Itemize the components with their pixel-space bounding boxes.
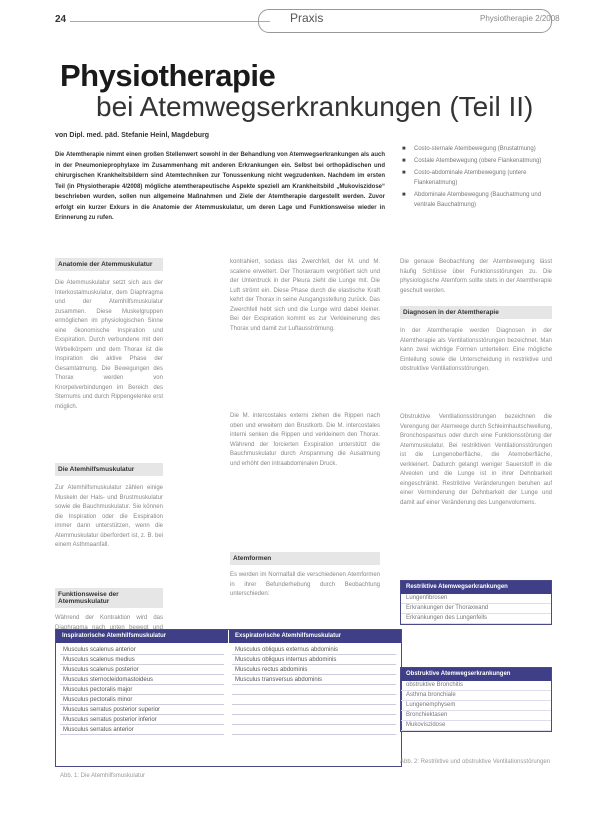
page-number: 24: [55, 14, 67, 25]
list-item: ■ Abdominale Atembewegung (Bauchatmung und ventrale Bauchatmung): [400, 190, 560, 210]
table-row: [232, 706, 396, 715]
list-item: ■ Costo-sternale Atembewegung (Brustatmung): [400, 144, 560, 154]
page-title: Physiotherapie: [60, 58, 276, 93]
list-item: ■ Costale Atembewegung (obere Flankenatmung): [400, 156, 560, 166]
list-item: Erkrankungen der Thoraxwand: [401, 604, 551, 614]
table-row: Musculus rectus abdominis: [232, 666, 396, 675]
intro-paragraph: Die Atemtherapie nimmt einen großen Stellenwert sowohl in der Behandlung von Atemwegserkrankungen als auch in der Pneumonieprophylaxe im Zusammenhang mit anderen Erkrankungen ein. Selbst bei orthopädischen und chirurgischen Krankheitsbildern sind Atemtechniken zur Tonussenkung nicht wegzudenken. Nachdem im ersten Teil (in Physiotherapie 4/2008) mögliche atemtherapeutische Aspekte speziell am Krankheitsbild „Mukoviszidose“ beschrieben wurden, sollen nun allgemeine Maßnahmen und Ziele der Atemtherapie dargestellt werden. Zuvor erfolgt ein kurzer Exkurs in die Anatomie der Atemmuskulatur, um deren Lage und Funktionsweise wieder in Erinnerung zu rufen.: [55, 152, 385, 221]
box-heading: Obstruktive Atemwegserkrankungen: [401, 668, 551, 681]
table-row: Musculus transversus abdominis: [232, 676, 396, 685]
column-3: [400, 258, 552, 563]
body-text: Es werden im Normalfall die verschiedenen Atemformen in ihrer Befunderhebung durch Beobachtung unterschieden:: [230, 572, 380, 597]
table-row: Musculus pectoralis minor: [60, 696, 224, 705]
figure-caption: Abb. 1: Die Atemhilfsmuskulatur: [60, 773, 146, 779]
body-text: Obstruktive Ventilationsstörungen bezeichnen die Verengung der Atemwege durch Schleimhautschwellung, Bronchospasmus oder durch eine Funktionsstörung der Atemmuskulatur. Bei restriktiven Ventilationsstörungen ist die Lungenoberfläche, die Atemoberfläche, verkleinert. Dadurch gelangt weniger Sauerstoff in die Alveolen und die Lunge ist in ihrer Dehnbarkeit eingeschränkt. Restriktive Veränderungen beruhen auf einer Verminderung der Dehnbarkeit der Lunge und damit auf einer Veränderung des Lungenvolumens.: [400, 414, 552, 506]
restrictive-box: [400, 580, 552, 625]
list-item: Bronchiektasen: [401, 711, 551, 721]
section-label: Praxis: [290, 11, 324, 25]
list-item: Lungenemphysem: [401, 701, 551, 711]
list-item: Asthma bronchiale: [401, 691, 551, 701]
table-row: Musculus sternocleidomastoideus: [60, 676, 224, 685]
section-heading: Funktionsweise der Atemmuskulatur: [55, 588, 163, 608]
table-row: Musculus pectoralis major: [60, 686, 224, 695]
list-item: Lungenfibrosen: [401, 594, 551, 604]
page-subtitle: bei Atemwegserkrankungen (Teil II): [96, 91, 534, 122]
body-text: Während der Kontraktion wird das Diaphragma nach unten bewegt und: [55, 615, 163, 631]
body-text: kontrahiert, sodass das Zwerchfell, der M. und M. scalene erweitert. Der Thoraxraum vergrößert sich und der Unterdruck in der Pleura zieht die Lunge mit. Die Luft strömt ein. Diese Phase durch die elastische Kraft kehrt der Thorax in seine Ausgangsstellung zurück. Das Zwerchfell hebt sich und die Lunge wird dabei kleiner. Bei der Exspiration kommt es zur Verkleinerung des Thorax und damit zur Luftausströmung.: [230, 259, 380, 332]
list-item: Erkrankungen des Lungenfells: [401, 614, 551, 624]
table-row: [232, 686, 396, 695]
list-item: Mukoviszidose: [401, 721, 551, 731]
table-row: [232, 716, 396, 725]
author-line: von Dipl. med. päd. Stefanie Heinl, Magdeburg: [55, 132, 210, 139]
table-row: Musculus obliquus internus abdominis: [232, 656, 396, 665]
table-row: Musculus obliquus externus abdominis: [232, 646, 396, 655]
table-header-inspiratory: Inspiratorische Atemhilfsmuskulatur: [56, 630, 228, 643]
header-rule: [70, 21, 270, 22]
section-heading: Die Atemhilfsmuskulatur: [55, 463, 163, 476]
body-text: In der Atemtherapie werden Diagnosen in der Atemtherapie als Ventilationsstörungen bezeichnet. Man kann zwei wichtige Formen unterteilen: Eine mögliche Einteilung sowie die Unterscheidung in restriktive und obstruktive Ventilationsstörungen.: [400, 328, 552, 372]
list-item: obstruktive Bronchitis: [401, 681, 551, 691]
section-heading: Atemformen: [230, 552, 380, 565]
list-item: ■ Costo-abdominale Atembewegung (untere Flankenatmung): [400, 168, 560, 188]
body-text: Die M. intercostales externi ziehen die Rippen nach oben und erweitern den Brustkorb. Die M. intercostales interni senken die Rippen und verkleinern den Thorax. Während der forcierten Exspiration unterstützt die Bauchmuskulatur durch Anspannung die Ausatmung und erhöht den intraabdominalen Druck.: [230, 413, 380, 467]
table-row: Musculus serratus posterior superior: [60, 706, 224, 715]
issue-label: Physiotherapie 2/2008: [480, 14, 560, 23]
table-header-expiratory: Exspiratorische Atemhilfsmuskulatur: [228, 630, 401, 643]
breathing-forms-list: [400, 144, 560, 212]
column-1: [55, 258, 163, 634]
section-heading: Diagnosen in der Atemtherapie: [400, 306, 552, 319]
body-text: Die Atemmuskulatur setzt sich aus der Interkostalmuskulatur, dem Diaphragma und der Atemhilfsmuskulatur zusammen. Diese Muskelgruppen ermöglichen im physiologischen Sinne eine ökonomische Inspiration und Exspiration. Durch verbundene mit den Wirbelkörpern und dem Thorax ist die Inspiration die aktive Phase der Gesamtatmung. Die Bewegungen des Thorax werden von Knorpelverbindungen im Bereich des Sternums und durch Rippengelenke erst möglich.: [55, 280, 163, 410]
box-heading: Restriktive Atemwegserkrankungen: [401, 581, 551, 594]
table-row: Musculus serratus posterior inferior: [60, 716, 224, 725]
muscle-table: [55, 629, 402, 767]
table-row: Musculus scalenus anterior: [60, 646, 224, 655]
body-text: Zur Atemhilfsmuskulatur zählen einige Muskeln der Hals- und Brustmuskulatur sowie die Bauchmuskulatur. Sie können die Inspiration oder die Exspiration immer dann unterstützen, wenn die Atemmuskulatur überfordert ist, z. B. bei einem Asthmaanfall.: [55, 485, 163, 548]
body-text: Die genaue Beobachtung der Atembewegung lässt häufig Schlüsse über Funktionsstörungen zu. Die physiologische Atemform sollte stets in der Atemtherapie geschult werden.: [400, 259, 552, 294]
section-heading: Anatomie der Atemmuskulatur: [55, 258, 163, 271]
figure-caption: Abb. 2: Restriktive und obstruktive Ventilationsstörungen: [400, 759, 551, 765]
table-row: Musculus scalenus medius: [60, 656, 224, 665]
table-row: [232, 696, 396, 705]
column-2: [230, 258, 380, 611]
table-row: Musculus scalenus posterior: [60, 666, 224, 675]
table-row: [232, 726, 396, 735]
table-row: Musculus serratus anterior: [60, 726, 224, 735]
obstructive-box: [400, 667, 552, 732]
